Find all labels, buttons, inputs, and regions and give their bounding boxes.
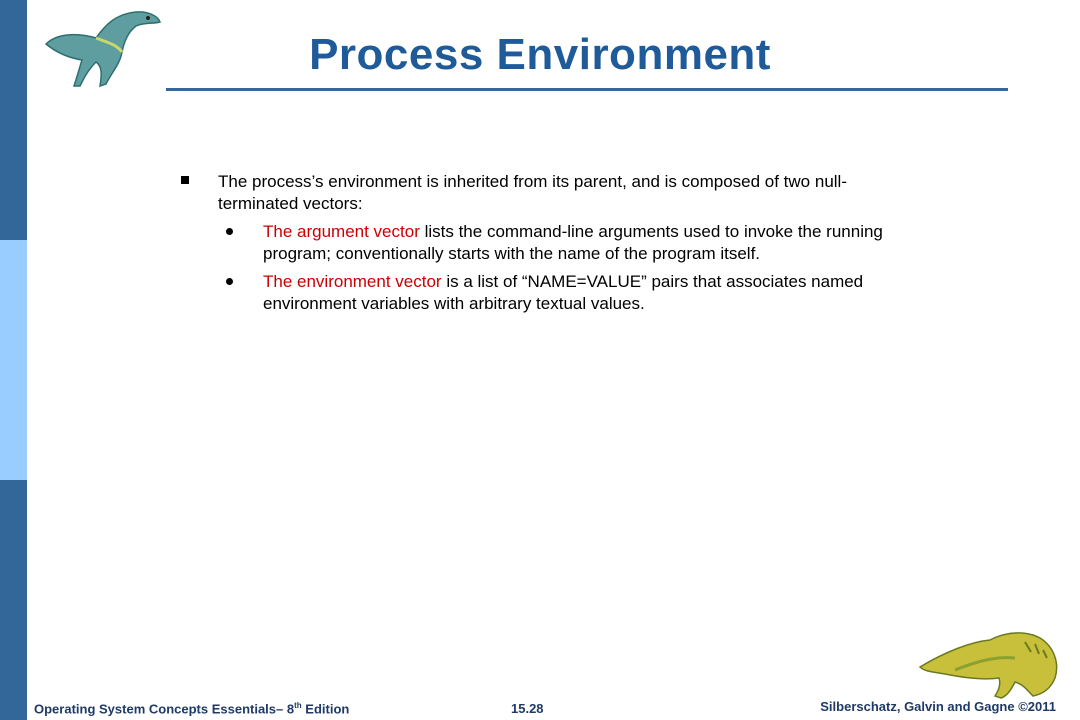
sub-bullet-text: is a list of “NAME=VALUE” pairs that associates named environment variables with arbitrary textual values.: [263, 272, 864, 313]
footer-copyright: Silberschatz, Galvin and Gagne ©2011: [820, 699, 1056, 714]
sub-bullet-highlight: The argument vector: [263, 222, 420, 241]
dinosaur-top-icon: [36, 4, 166, 90]
left-accent-bar-light-segment: [0, 240, 27, 480]
bullet-dot-icon: [226, 278, 233, 285]
bullet-square-icon: [181, 176, 189, 184]
sub-bullet-environment-vector: [263, 271, 953, 315]
dinosaur-bottom-icon: [915, 612, 1065, 702]
title-underline: [166, 88, 1008, 91]
main-bullet-text: The process’s environment is inherited from its parent, and is composed of two null-terminated vectors:: [218, 172, 847, 213]
left-accent-bar: [0, 0, 27, 720]
footer-page-number: 15.28: [511, 701, 544, 716]
footer-book-title: Operating System Concepts Essentials– 8th Edition: [34, 700, 350, 716]
page-title: Process Environment: [309, 30, 771, 79]
sub-bullet-highlight: The environment vector: [263, 272, 442, 291]
bullet-dot-icon: [226, 228, 233, 235]
sub-bullet-text: lists the command-line arguments used to invoke the running program; conventionally starts with the name of the program itself.: [263, 222, 883, 263]
sub-bullet-argument-vector: [263, 221, 953, 265]
